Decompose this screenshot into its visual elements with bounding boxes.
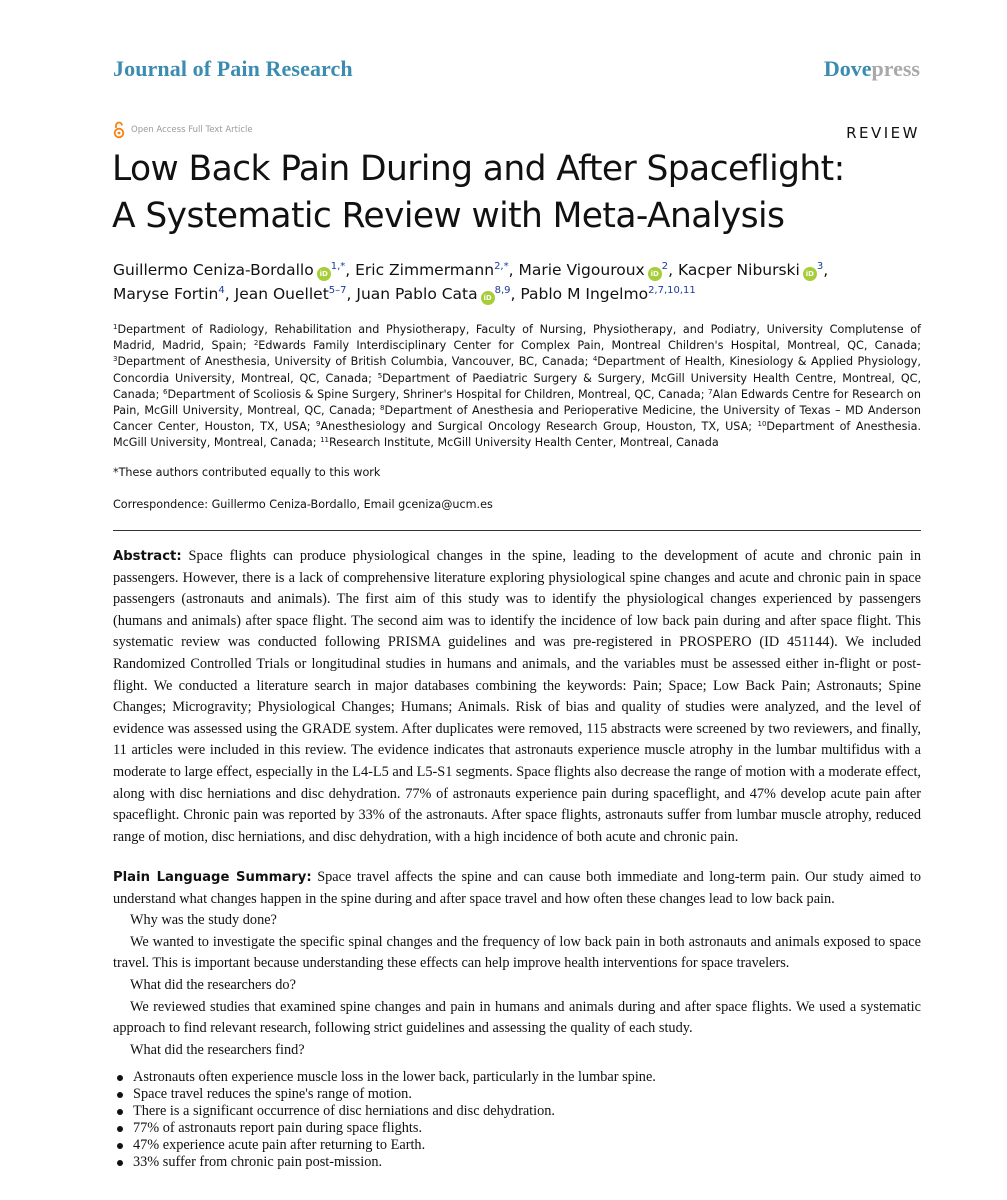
author-affiliation-ref: 5–7 bbox=[328, 285, 347, 296]
author: Maryse Fortin$^4$, bbox=[113, 285, 235, 303]
list-item: Space travel reduces the spine's range of motion. bbox=[113, 1086, 656, 1103]
author-name: Eric Zimmermann bbox=[355, 261, 495, 279]
affiliation: $^4$Department of Health, Kinesiology & Applied Physiology, Concordia University, Montreal, QC, Canada; bbox=[113, 355, 921, 385]
author-affiliation-ref: 2,7,10,11 bbox=[648, 285, 696, 296]
author-affiliation-ref: 2 bbox=[661, 261, 669, 272]
open-access-label: Open Access Full Text Article bbox=[131, 125, 253, 135]
author: Eric Zimmermann$^{2,*}$, bbox=[355, 261, 519, 279]
affiliation: $^5$Department of Paediatric Surgery & Surgery, McGill University Health Centre, Montreal, QC, Canada; bbox=[113, 371, 922, 401]
correspondence: Correspondence: Guillermo Ceniza-Bordallo, Email gceniza@ucm.es bbox=[113, 498, 493, 511]
affiliation: $^{10}$Department of Anesthesia. McGill University, Montreal, Canada; bbox=[113, 420, 921, 450]
author: Jean Ouellet$^{5-7}$, bbox=[234, 285, 357, 303]
pls-label: Plain Language Summary: bbox=[113, 870, 312, 885]
affiliations bbox=[113, 322, 921, 452]
pls-intro: Space travel affects the spine and can cause both immediate and long-term pain. Our study aimed to understand what changes happen in the spine during and after space travel and how often these changes lead to low back pain. bbox=[113, 869, 921, 907]
affiliation: $^2$Edwards Family Interdisciplinary Center for Complex Pain, Montreal Children's Hospital, Montreal, QC, Canada; bbox=[253, 339, 921, 353]
author-name: Kacper Niburski bbox=[677, 261, 800, 279]
abstract-text: Space flights can produce physiological changes in the spine, leading to the development of acute and chronic pain in passengers. However, there is a lack of comprehensive literature exploring physiological spine changes and acute and chronic pain in space passengers (astronauts and animals). The first aim of this study was to identify the physiological changes experienced by passengers (humans and animals) after space flight. The second aim was to identify the incidence of low back pain during and after space flight. This systematic review was conducted following PRISMA guidelines and was pre-registered in PROSPERO (ID 451144). We included Randomized Controlled Trials or longitudinal studies in humans and animals, and the variables must be assessed either in-flight or post-flight. We conducted a literature search in major databases combining the keywords: Pain; Space; Low Back Pain; Astronauts; Spine Changes; Microgravity; Physiological Changes; Humans; Animals. Risk of bias and quality of studies were analyzed, and the level of evidence was assessed using the GRADE system. After duplicates were removed, 115 abstracts were screened by two reviewers, and finally, 11 articles were included in this review. The evidence indicates that astronauts experience muscle atrophy in the lumbar multifidus with a moderate to large effect, especially in the L4-L5 and L5-S1 segments. Space flights also decrease the range of motion with a moderate effect, along with disc herniations and disc dehydration. 77% of astronauts experience pain during spaceflight, and 47% develop acute pain after spaceflight. Chronic pain was reported by 33% of the astronauts. After space flights, astronauts suffer from lumbar muscle atrophy, reduced range of motion, disc herniations, and disc dehydration, with a high incidence of both acute and chronic pain. bbox=[113, 548, 921, 845]
orcid-icon[interactable]: iD bbox=[317, 267, 331, 281]
author-affiliation-ref: 4 bbox=[218, 285, 225, 296]
list-item: 33% suffer from chronic pain post-mission. bbox=[113, 1154, 656, 1171]
author-list bbox=[113, 258, 923, 306]
author: Kacper Niburski $iD^3$, bbox=[677, 261, 829, 279]
publisher-logo-press: press bbox=[871, 56, 920, 81]
list-item: 77% of astronauts report pain during space flights. bbox=[113, 1120, 656, 1137]
author-affiliation-ref: 2,* bbox=[494, 261, 509, 272]
affiliation: $^6$Department of Scoliosis & Spine Surgery, Shriner's Hospital for Children, Montreal, QC, Canada; bbox=[162, 387, 709, 401]
plain-language-summary bbox=[113, 867, 921, 1061]
author bbox=[520, 285, 695, 303]
page-title bbox=[112, 146, 912, 240]
list-item: There is a significant occurrence of disc herniations and disc dehydration. bbox=[113, 1103, 656, 1120]
journal-name: Journal of Pain Research bbox=[113, 56, 353, 81]
abstract bbox=[113, 546, 921, 848]
orcid-icon[interactable]: iD bbox=[648, 267, 662, 281]
orcid-icon[interactable]: iD bbox=[481, 291, 495, 305]
pls-answer: We reviewed studies that examined spine changes and pain in humans and animals during and after space flights. We used a systematic approach to find relevant research, following strict guidelines and assessing the quality of each study. bbox=[113, 998, 921, 1037]
open-access-badge bbox=[113, 121, 253, 139]
author-name: Pablo M Ingelmo bbox=[520, 285, 649, 303]
abstract-label: Abstract: bbox=[113, 549, 182, 564]
section-divider bbox=[113, 530, 921, 531]
title-line: Low Back Pain During and After Spaceflight: bbox=[112, 149, 845, 189]
author-name: Jean Ouellet bbox=[234, 285, 329, 303]
affiliation: $^8$Department of Anesthesia and Perioperative Medicine, the University of Texas – MD Anderson Cancer Center, Houston, TX, USA; bbox=[113, 404, 921, 434]
pls-question: What did the researchers do? bbox=[130, 976, 296, 993]
list-item: Astronauts often experience muscle loss in the lower back, particularly in the lumbar spine. bbox=[113, 1069, 656, 1086]
pls-answer: We wanted to investigate the specific spinal changes and the frequency of low back pain in both astronauts and animals exposed to space travel. This is important because understanding these effects can help improve health interventions for space travelers. bbox=[113, 933, 921, 972]
author: Juan Pablo Cata iD$^{8,9}$, bbox=[356, 285, 521, 303]
list-item: 47% experience acute pain after returning to Earth. bbox=[113, 1137, 656, 1154]
pls-question: What did the researchers find? bbox=[130, 1041, 305, 1058]
author-name: Maryse Fortin bbox=[113, 285, 219, 303]
affiliation: $^1$Department of Radiology, Rehabilitation and Physiotherapy, Faculty of Nursing, Physiotherapy, and Podiatry, University Complutense of Madrid, Madrid, Spain; bbox=[113, 323, 921, 353]
pls-question: Why was the study done? bbox=[130, 912, 277, 929]
findings-list bbox=[113, 1069, 656, 1171]
article-type: REVIEW bbox=[846, 124, 920, 142]
affiliation: $^7$Alan Edwards Centre for Research on Pain, McGill University, Montreal, QC, Canada; bbox=[113, 387, 921, 418]
orcid-icon[interactable]: iD bbox=[803, 267, 817, 281]
equal-contribution-note: *These authors contributed equally to this work bbox=[113, 466, 381, 479]
author: Marie Vigouroux $iD^2$, bbox=[518, 261, 678, 279]
affiliation: $^3$Department of Anesthesia, University of British Columbia, Vancouver, BC, Canada; bbox=[113, 355, 593, 369]
author-affiliation-ref: 3 bbox=[816, 261, 824, 272]
affiliation: $^{11}$Research Institute, McGill University Health Center, Montreal, Canada bbox=[320, 436, 719, 450]
title-line: A Systematic Review with Meta-Analysis bbox=[112, 196, 785, 236]
affiliation: $^9$Anesthesiology and Surgical Oncology Research Group, Houston, TX, USA; bbox=[316, 420, 758, 434]
open-access-icon bbox=[113, 121, 125, 139]
author-name: Marie Vigouroux bbox=[518, 261, 645, 279]
author-affiliation-ref: 1,* bbox=[330, 261, 346, 272]
author-name: Juan Pablo Cata bbox=[356, 285, 478, 303]
author: Guillermo Ceniza-Bordallo $iD^{1,*}$, bbox=[113, 261, 356, 279]
author-affiliation-ref: 8,9 bbox=[494, 285, 511, 296]
publisher-logo bbox=[824, 56, 920, 82]
author-name: Guillermo Ceniza-Bordallo bbox=[113, 261, 314, 279]
publisher-logo-dove: Dove bbox=[823, 56, 872, 81]
